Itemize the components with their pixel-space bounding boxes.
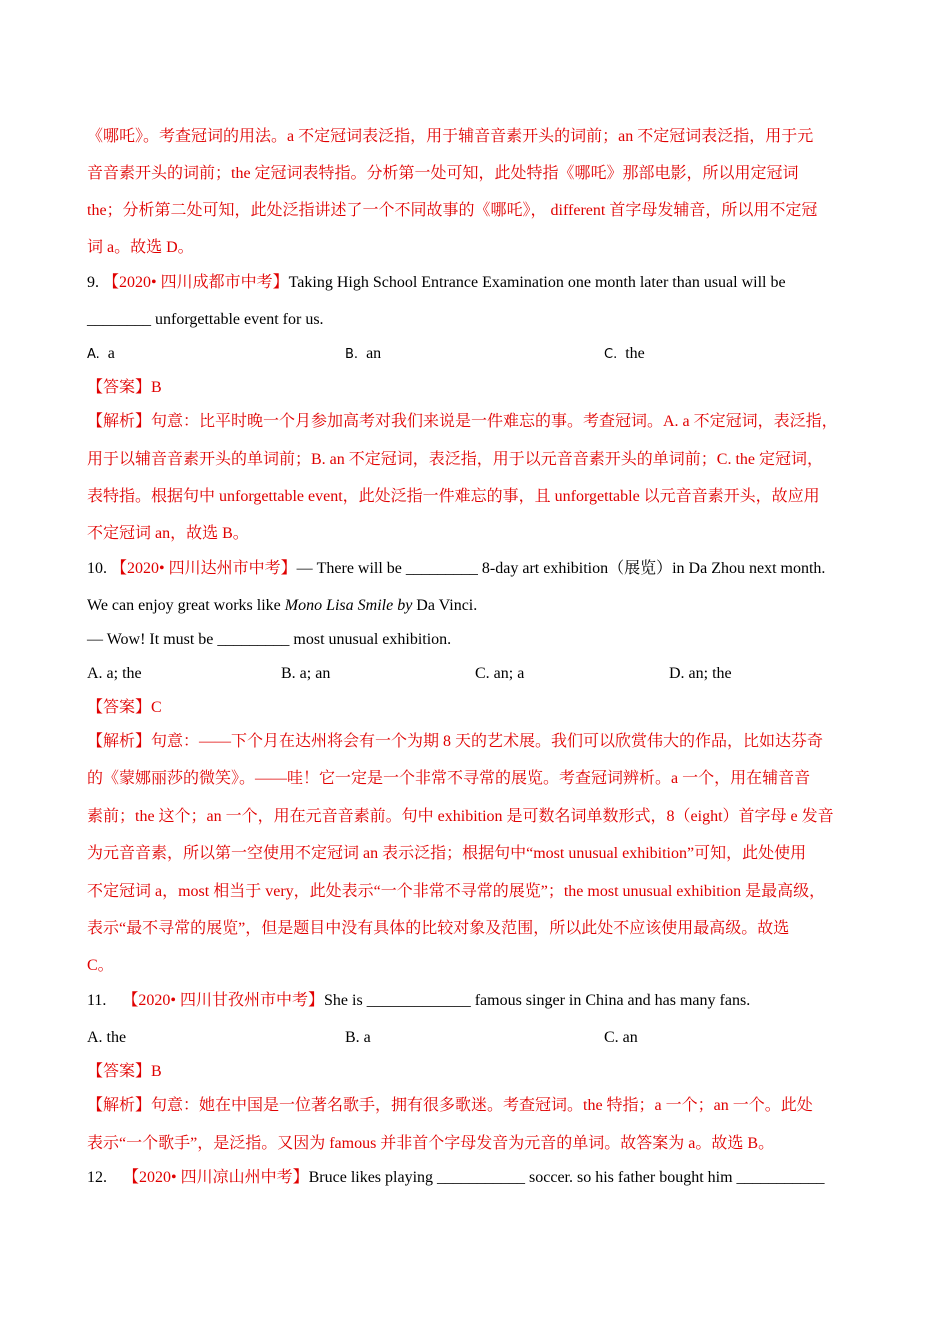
q9-analysis-line-2: 用于以辅音音素开头的单词前；B. an 不定冠词，表泛指，用于以元音音素开头的单词前；C. the 定冠词， bbox=[87, 451, 823, 468]
q8-analysis-line-3: the；分析第二处可知，此处泛指讲述了一个不同故事的《哪吒》， different 首字母发辅音，所以用不定冠 bbox=[87, 202, 818, 219]
q12-number: 12. bbox=[87, 1169, 107, 1186]
q9-option-b: B. an bbox=[345, 345, 382, 362]
q9-number: 9. bbox=[87, 274, 103, 291]
q10-analysis-line-5: 不定冠词 a，most 相当于 very，此处表示“一个非常不寻常的展览”；the most unusual exhibition 是最高级， bbox=[87, 883, 826, 900]
q9-stem-line-1 bbox=[87, 273, 786, 293]
q12-stem-line-1 bbox=[87, 1168, 825, 1188]
q8-analysis-line-1: 《哪吒》。考查冠词的用法。a 不定冠词表泛指，用于辅音音素开头的词前；an 不定冠词表泛指，用于元 bbox=[87, 128, 814, 145]
q12-source-tag: 【2020• 四川凉山州中考】 bbox=[123, 1169, 309, 1186]
q9-analysis-line-4: 不定冠词 an，故选 B。 bbox=[87, 525, 249, 542]
q10-analysis-line-1: 【解析】句意：——下个月在达州将会有一个为期 8 天的艺术展。我们可以欣赏伟大的作品，比如达芬奇 bbox=[87, 733, 824, 750]
q10-answer: 【答案】C bbox=[87, 699, 162, 716]
q10-option-b: B. a; an bbox=[281, 665, 331, 682]
q9-source-tag: 【2020• 四川成都市中考】 bbox=[103, 274, 289, 291]
q10-analysis-line-3: 素前；the 这个；an 一个，用在元音音素前。句中 exhibition 是可数名词单数形式，8（eight）首字母 e 发音 bbox=[87, 808, 834, 825]
q10-stem-line-3: — Wow! It must be _________ most unusual exhibition. bbox=[87, 631, 452, 648]
q11-analysis-line-2: 表示“一个歌手”，是泛指。又因为 famous 并非首个字母发音为元音的单词。故答案为 a。故选 B。 bbox=[87, 1135, 775, 1152]
q9-stem-text: Taking High School Entrance Examination one month later than usual will be bbox=[288, 274, 786, 291]
q10-analysis-line-6: 表示“最不寻常的展览”，但是题目中没有具体的比较对象及范围，所以此处不应该使用最高级。故选 bbox=[87, 920, 790, 937]
q10-stem-text: — There will be _________ 8-day art exhibition（展览）in Da Zhou next month. bbox=[296, 560, 826, 577]
q10-source-tag: 【2020• 四川达州市中考】 bbox=[111, 560, 297, 577]
q10-artwork-title: Mono Lisa Smile by bbox=[284, 597, 413, 614]
q9-stem-line-2: ________ unforgettable event for us. bbox=[87, 311, 324, 328]
q10-stem-line-1 bbox=[87, 559, 825, 579]
q10-analysis-line-4: 为元音音素，所以第一空使用不定冠词 an 表示泛指；根据句中“most unusual exhibition”可知，此处使用 bbox=[87, 845, 807, 862]
q9-option-a: A. a bbox=[87, 345, 115, 362]
q11-option-b: B. a bbox=[345, 1029, 371, 1046]
q9-analysis-line-3: 表特指。根据句中 unforgettable event，此处泛指一件难忘的事，且 unforgettable 以元音音素开头，故应用 bbox=[87, 488, 820, 505]
q11-analysis-line-1: 【解析】句意：她在中国是一位著名歌手，拥有很多歌迷。考查冠词。the 特指；a 一个；an 一个。此处 bbox=[87, 1097, 813, 1114]
q10-number: 10. bbox=[87, 560, 111, 577]
q9-option-c: C. the bbox=[604, 345, 645, 362]
q10-analysis-line-2: 的《蒙娜丽莎的微笑》。——哇！它一定是一个非常不寻常的展览。考查冠词辨析。a 一个，用在辅音音 bbox=[87, 770, 811, 787]
q8-analysis-line-4: 词 a。故选 D。 bbox=[87, 239, 194, 256]
q9-answer: 【答案】B bbox=[87, 379, 162, 396]
q11-source-tag: 【2020• 四川甘孜州市中考】 bbox=[122, 992, 325, 1009]
q11-answer: 【答案】B bbox=[87, 1063, 162, 1080]
q11-stem-text: She is _____________ famous singer in China and has many fans. bbox=[324, 992, 751, 1009]
q11-number: 11. bbox=[87, 992, 107, 1009]
q10-stem-line-2: We can enjoy great works like Mono Lisa Smile by Da Vinci. bbox=[87, 597, 478, 614]
q11-option-c: C. an bbox=[604, 1029, 638, 1046]
q9-analysis-line-1: 【解析】句意：比平时晚一个月参加高考对我们来说是一件难忘的事。考查冠词。A. a 不定冠词，表泛指， bbox=[87, 413, 838, 430]
q12-stem-text: Bruce likes playing ___________ soccer. so his father bought him ___________ bbox=[308, 1169, 825, 1186]
q10-option-a: A. a; the bbox=[87, 665, 142, 682]
q10-option-d: D. an; the bbox=[669, 665, 732, 682]
q11-stem-line-1 bbox=[87, 991, 750, 1011]
q10-analysis-line-7: C。 bbox=[87, 957, 114, 974]
q8-analysis-line-2: 音音素开头的词前；the 定冠词表特指。分析第一处可知，此处特指《哪吒》那部电影，所以用定冠词 bbox=[87, 165, 799, 182]
q11-option-a: A. the bbox=[87, 1029, 127, 1046]
q10-option-c: C. an; a bbox=[475, 665, 525, 682]
